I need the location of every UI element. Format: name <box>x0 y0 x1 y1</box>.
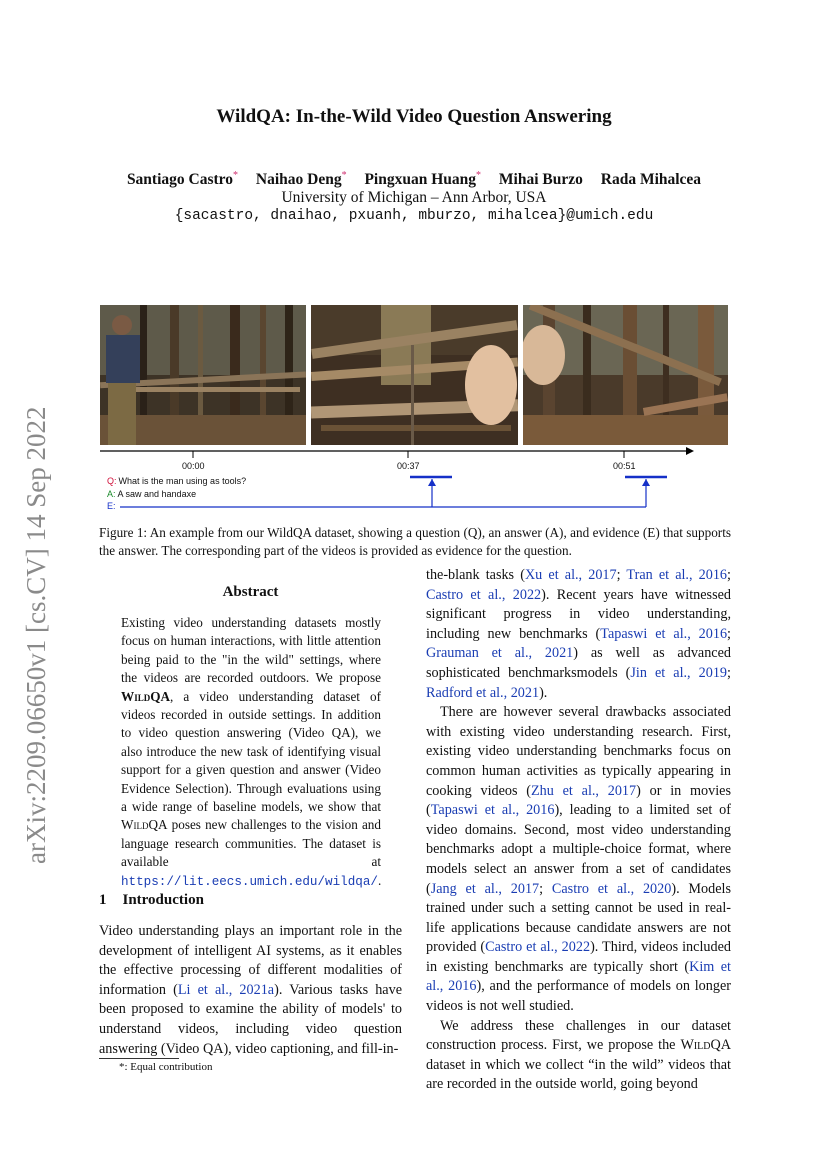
abstract-text: . <box>377 872 382 888</box>
timestamp-label: 00:51 <box>613 461 636 471</box>
author-emails: {sacastro, dnaihao, pxuanh, mburzo, mihalcea}@umich.edu <box>174 208 654 224</box>
section-title: Introduction <box>122 892 204 908</box>
affiliation: University of Michigan – Ann Arbor, USA <box>281 189 547 206</box>
body-text: There are however several drawbacks associated with existing video understanding research. First, existing video understanding benchmarks focus on common human activities as typically appearing in cooking videos ( <box>426 704 731 799</box>
citation-link[interactable]: Radford et al., 2021 <box>426 684 540 701</box>
question-line <box>107 476 246 486</box>
equal-contribution-mark: * <box>341 170 347 181</box>
timestamp-label: 00:37 <box>397 461 420 471</box>
figure-caption: Figure 1: An example from our WildQA dataset, showing a question (Q), an answer (A), and evidence (E) that supports the answer. The corresponding part of the videos is provided as evidence for the question. <box>99 525 731 558</box>
author-name: Santiago Castro <box>126 171 234 189</box>
body-text: We address these challenges in our dataset construction process. First, we propose the <box>426 1017 731 1054</box>
author-name: Pingxuan Huang <box>364 171 477 189</box>
body-text: ; <box>727 664 731 681</box>
footnote-rule <box>99 1058 179 1059</box>
abstract-body <box>121 614 381 891</box>
abstract-heading: Abstract <box>222 584 279 600</box>
citation-link[interactable]: Xu et al., 2017 <box>524 567 617 583</box>
body-text: ), and the performance of models on longer videos is not well studied. <box>426 978 731 1015</box>
citation-link[interactable]: Li et al., 2021a <box>177 981 275 998</box>
body-text: the-blank tasks ( <box>426 567 525 583</box>
dataset-name: WildQA <box>121 817 168 833</box>
body-text: ; <box>539 880 552 897</box>
citation-link[interactable]: Jin et al., 2019 <box>630 664 728 681</box>
body-text: ). Third, videos included in existing benchmarks are typically short ( <box>426 939 731 975</box>
arxiv-identifier-stamp: arXiv:2209.06650v1 [cs.CV] 14 Sep 2022 <box>21 406 51 864</box>
citation-link[interactable]: Tapaswi et al., 2016 <box>430 802 555 819</box>
citation-link[interactable]: Zhu et al., 2017 <box>531 782 637 799</box>
body-text: ; <box>727 625 731 642</box>
evidence-key: E: <box>107 501 116 511</box>
section-number: 1 <box>99 892 107 908</box>
body-text: dataset in which we collect “in the wild” videos that are recorded in the outside world, going beyond <box>426 1056 731 1093</box>
citation-link[interactable]: Castro et al., 2020 <box>551 880 672 897</box>
answer-key: A: <box>107 489 116 499</box>
footnote: *: Equal contribution <box>119 1061 213 1073</box>
author-name: Rada Mihalcea <box>600 171 702 189</box>
question-key: Q: <box>107 476 117 486</box>
answer-line <box>107 489 196 499</box>
equal-contribution-mark: * <box>476 170 482 181</box>
citation-link[interactable]: Castro et al., 2022 <box>485 939 591 956</box>
body-text: ) as well as advanced sophisticated benchmarksmodels ( <box>426 645 731 681</box>
timestamp-label: 00:00 <box>182 461 205 471</box>
body-text: ). Recent years have witnessed significant progress in video understanding, including new benchmarks ( <box>426 586 731 642</box>
body-text: ). Models trained under such a setting cannot be used in real-life applications because candidate answers are not provided ( <box>426 880 731 956</box>
evidence-line <box>107 501 118 511</box>
citation-link[interactable]: Kim et al., 2016 <box>426 958 731 995</box>
author-name: Naihao Deng <box>255 171 342 189</box>
section-heading-introduction <box>99 892 204 909</box>
author-name: Mihai Burzo <box>498 171 583 189</box>
abstract-text: poses new challenges to the vision and language research communities. The dataset is available at <box>121 817 381 870</box>
body-text: ; <box>727 567 731 583</box>
introduction-paragraph <box>99 922 402 1059</box>
body-text: Video understanding plays an important role in the development of intelligent AI systems, as it enables the effective processing of different modalities of information ( <box>99 923 402 998</box>
body-text: ), leading to a limited set of video domains. Second, most video understanding benchmarks adopt a multiple-choice format, where models select an answer from a set of candidates ( <box>426 802 731 897</box>
video-timeline <box>0 0 828 520</box>
abstract-text: Existing video understanding datasets mostly focus on human interactions, with little attention being paid to the "in the wild" settings, where the videos are recorded outdoors. We propose <box>121 615 381 686</box>
right-column <box>426 566 731 1095</box>
citation-link[interactable]: Castro et al., 2022 <box>426 586 542 603</box>
paper-title: WildQA: In-the-Wild Video Question Answering <box>216 106 612 127</box>
body-text: ). <box>539 684 548 701</box>
citation-link[interactable]: Tapaswi et al., 2016 <box>600 625 728 642</box>
body-text: ). Various tasks have been proposed to examine the ability of models' to understand videos, including video question answering (Video QA), video captioning, and fill-in- <box>99 981 402 1057</box>
dataset-url-link[interactable]: https://lit.eecs.umich.edu/wildqa/ <box>121 874 378 889</box>
body-text: ) or in movies ( <box>426 782 731 819</box>
citation-link[interactable]: Grauman et al., 2021 <box>426 645 574 662</box>
dataset-name: WildQA <box>121 688 170 704</box>
equal-contribution-mark: * <box>233 170 239 181</box>
dataset-name: WildQA <box>680 1037 731 1054</box>
paragraph <box>426 1017 731 1095</box>
paragraph <box>426 566 731 703</box>
paragraph <box>426 703 731 1017</box>
abstract-text: , a video understanding dataset of videos recorded in outside settings. In addition to video question answering (Video QA), we also introduce the new task of identifying visual support for a given question and answer (Video Evidence Selection). Through evaluations using a wide range of baseline models, we show that <box>121 688 381 815</box>
citation-link[interactable]: Jang et al., 2017 <box>430 880 540 897</box>
citation-link[interactable]: Tran et al., 2016 <box>626 567 728 583</box>
body-text: ; <box>616 567 627 583</box>
answer-text: A saw and handaxe <box>117 489 197 499</box>
question-text: What is the man using as tools? <box>118 476 247 486</box>
